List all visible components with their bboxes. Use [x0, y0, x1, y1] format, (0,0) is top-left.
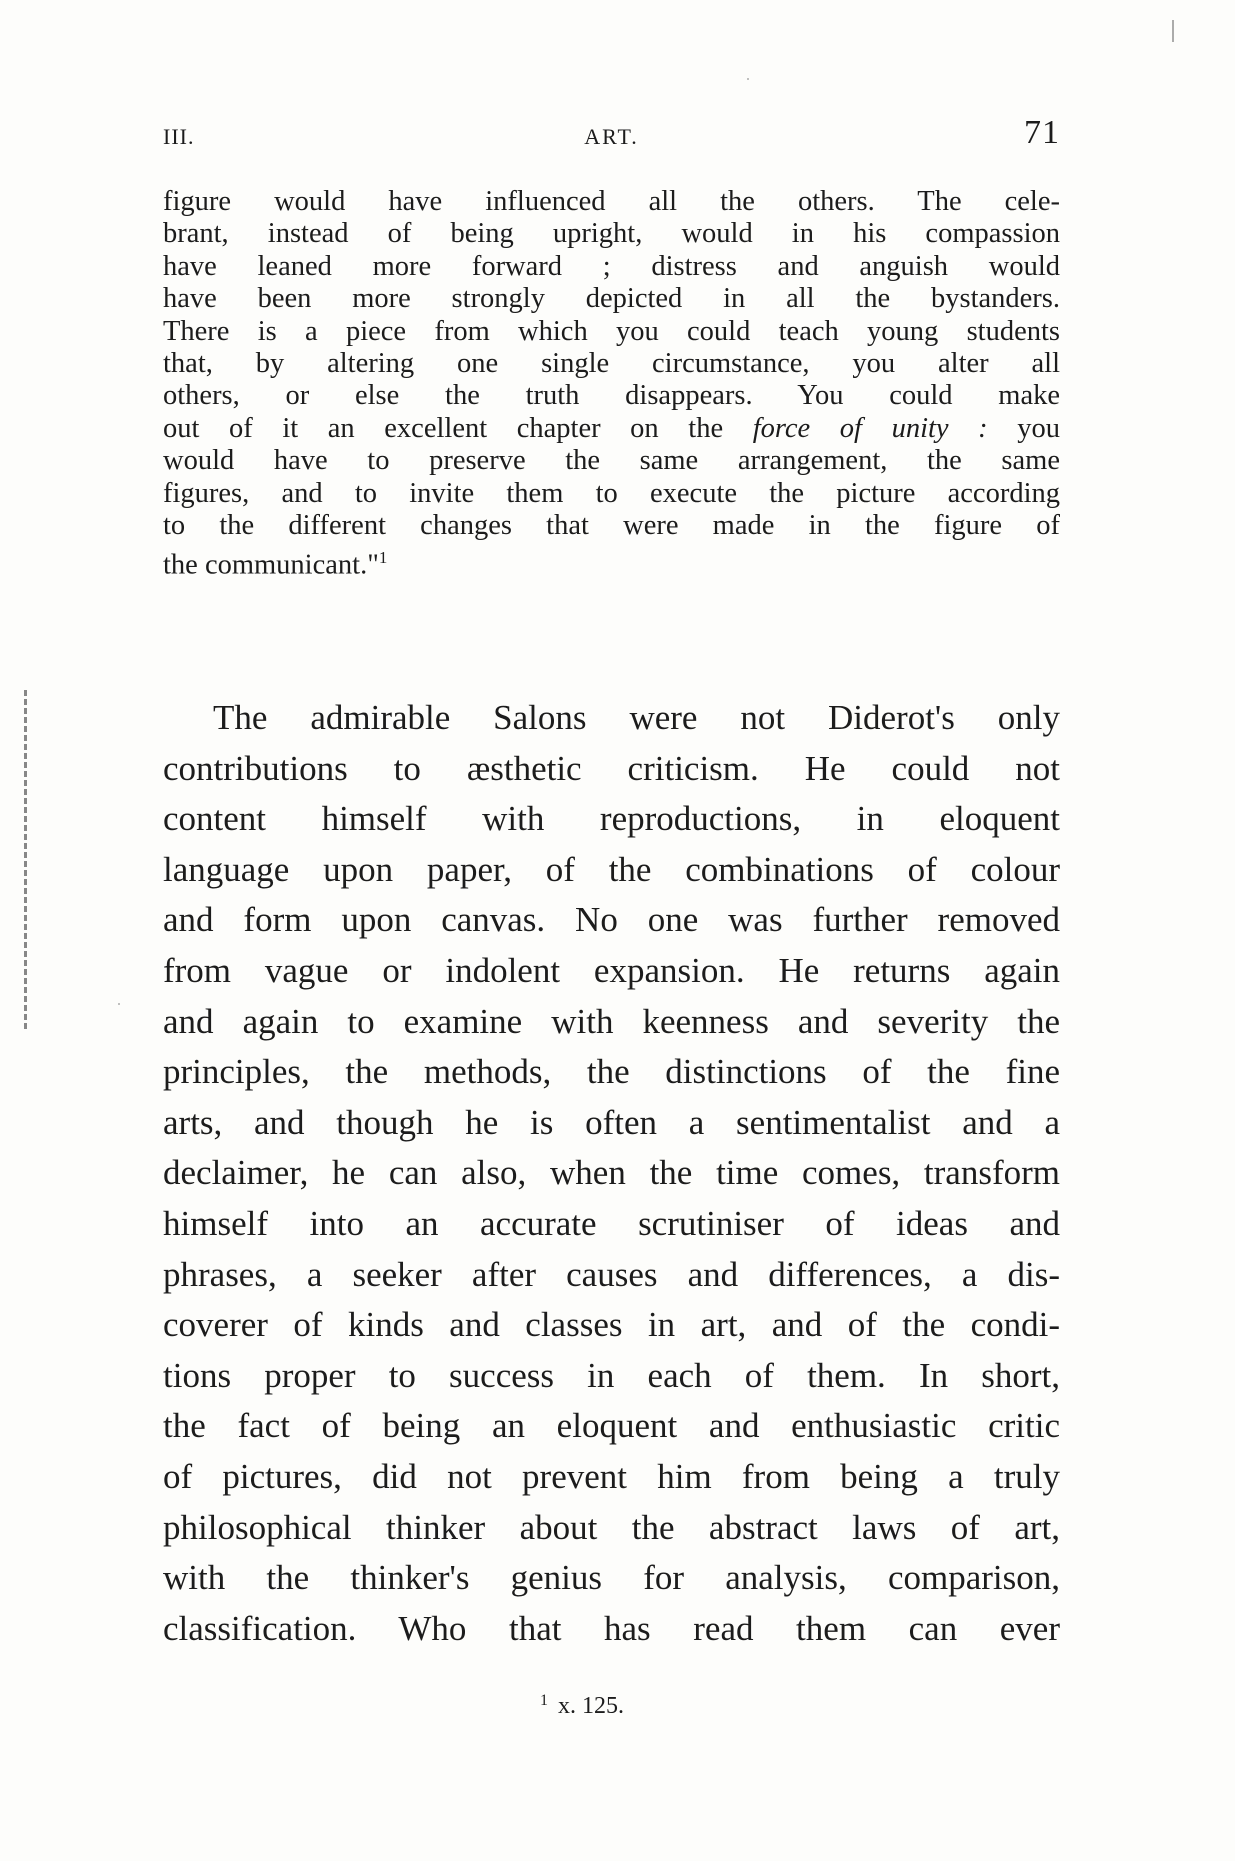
body-line: language upon paper, of the combinations of colour [163, 849, 1060, 889]
body-line: arts, and though he is often a sentimentalist and a [163, 1102, 1060, 1142]
quote-line: others, or else the truth disappears. You could make [163, 380, 1060, 412]
quote-line-start: out of it an excellent chapter on the [163, 412, 753, 444]
quote-line-end: you [987, 412, 1060, 444]
running-head [163, 114, 1060, 158]
body-line: phrases, a seeker after causes and differences, a dis- [163, 1254, 1060, 1294]
body-line: declaimer, he can also, when the time comes, transform [163, 1153, 1060, 1193]
quote-line-with-italic [163, 413, 1060, 445]
body-paragraph [163, 693, 1060, 1654]
body-line: the fact of being an eloquent and enthusiastic critic [163, 1406, 1060, 1446]
page-number: 71 [1024, 114, 1060, 151]
footnote [540, 1692, 624, 1720]
margin-scan-mark [24, 690, 27, 1030]
body-line: philosophical thinker about the abstract laws of art, [163, 1507, 1060, 1547]
body-line: content himself with reproductions, in eloquent [163, 799, 1060, 839]
body-line: contributions to æsthetic criticism. He could not [163, 748, 1060, 788]
chapter-number: III. [163, 124, 195, 149]
quote-line-text: the communicant." [163, 549, 379, 581]
quote-line-last [163, 542, 1060, 581]
quoted-passage [163, 186, 1060, 581]
quote-line: to the different changes that were made in the figure of [163, 509, 1060, 541]
quote-line: figure would have influenced all the others. The cele- [163, 186, 1060, 217]
quote-line: There is a piece from which you could teach young students [163, 315, 1060, 347]
body-line: with the thinker's genius for analysis, comparison, [163, 1558, 1060, 1598]
body-line: classification. Who that has read them can ever [163, 1608, 1060, 1648]
italic-phrase: force of unity : [752, 412, 988, 444]
footnote-reference: 1 [378, 548, 388, 568]
running-title: ART. [584, 124, 639, 149]
quote-line: that, by altering one single circumstance, you alter all [163, 347, 1060, 379]
body-line: and again to examine with keenness and severity the [163, 1001, 1060, 1041]
scan-speck [1172, 20, 1174, 42]
body-line: himself into an accurate scrutiniser of ideas and [163, 1203, 1060, 1243]
quote-line: have been more strongly depicted in all the bystanders. [163, 283, 1060, 315]
scan-speck [747, 78, 749, 80]
footnote-marker: 1 [540, 1692, 548, 1709]
scan-speck [118, 1003, 120, 1005]
quote-line: have leaned more forward ; distress and anguish would [163, 250, 1060, 282]
body-line: principles, the methods, the distinctions of the fine [163, 1052, 1060, 1092]
quote-line: figures, and to invite them to execute the picture according [163, 477, 1060, 509]
footnote-text: x. 125. [558, 1693, 624, 1719]
body-line: from vague or indolent expansion. He returns again [163, 950, 1060, 990]
quote-line: brant, instead of being upright, would in his compassion [163, 218, 1060, 250]
quote-line: would have to preserve the same arrangement, the same [163, 445, 1060, 477]
body-line: The admirable Salons were not Diderot's only [213, 698, 1060, 737]
body-line: tions proper to success in each of them. In short, [163, 1355, 1060, 1395]
body-line: of pictures, did not prevent him from being a truly [163, 1456, 1060, 1496]
body-line: and form upon canvas. No one was further removed [163, 900, 1060, 940]
body-line: coverer of kinds and classes in art, and of the condi- [163, 1305, 1060, 1345]
